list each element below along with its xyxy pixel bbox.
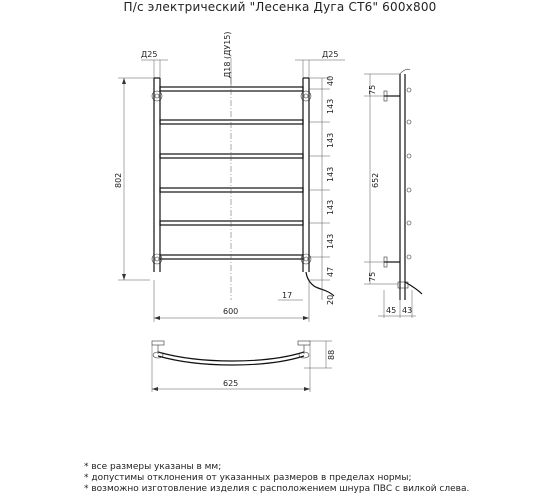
spacing-label-4: 143 (326, 166, 335, 182)
drawing-title: П/с электрический "Лесенка Дуга СТ6" 600х800 (123, 0, 437, 14)
side-dim-652: 652 (371, 172, 380, 188)
top-view (152, 341, 336, 392)
crossbar-6 (160, 255, 303, 259)
note-1: * все размеры указаны в мм; (84, 462, 222, 472)
dim-d18: Д18 (ДУ15) (223, 31, 232, 78)
dim-width-600: 600 (223, 307, 239, 316)
dim-offset-17: 17 (282, 291, 293, 300)
side-dim-43: 43 (402, 306, 413, 315)
front-view (114, 31, 345, 322)
crossbar-5 (160, 221, 303, 225)
crossbar-2 (160, 120, 303, 124)
dim-height-802: 802 (114, 172, 123, 188)
dim-d25-left: Д25 (141, 50, 158, 59)
crossbar-4 (160, 188, 303, 192)
notes (84, 462, 469, 495)
spacing-label-5: 143 (326, 199, 335, 215)
note-2: * допустимы отклонения от указанных размеров в пределах нормы; (84, 473, 412, 483)
spacing-label-6: 143 (326, 233, 335, 249)
dim-bottom-20: 20 (326, 294, 335, 305)
crossbar-3 (160, 154, 303, 158)
side-dim-bottom-75: 75 (368, 271, 377, 282)
mount-brackets (152, 91, 311, 264)
spacing-labels (326, 76, 335, 277)
top-dim-625: 625 (223, 379, 239, 388)
side-dim-top-75: 75 (368, 84, 377, 95)
side-dim-45: 45 (386, 306, 397, 315)
spacing-label-7: 47 (326, 266, 335, 277)
arc-bar-outer (158, 352, 304, 361)
side-view (364, 69, 422, 318)
spacing-label-3: 143 (326, 132, 335, 148)
spacing-label-1: 40 (326, 75, 335, 86)
top-dim-88: 88 (327, 349, 336, 360)
note-3: * возможно изготовление изделия с расположением шнура ПВС с вилкой слева. (84, 484, 470, 494)
dim-d25-right: Д25 (322, 50, 339, 59)
crossbars (160, 87, 303, 259)
spacing-label-2: 143 (326, 98, 335, 114)
crossbar-1 (160, 87, 303, 91)
